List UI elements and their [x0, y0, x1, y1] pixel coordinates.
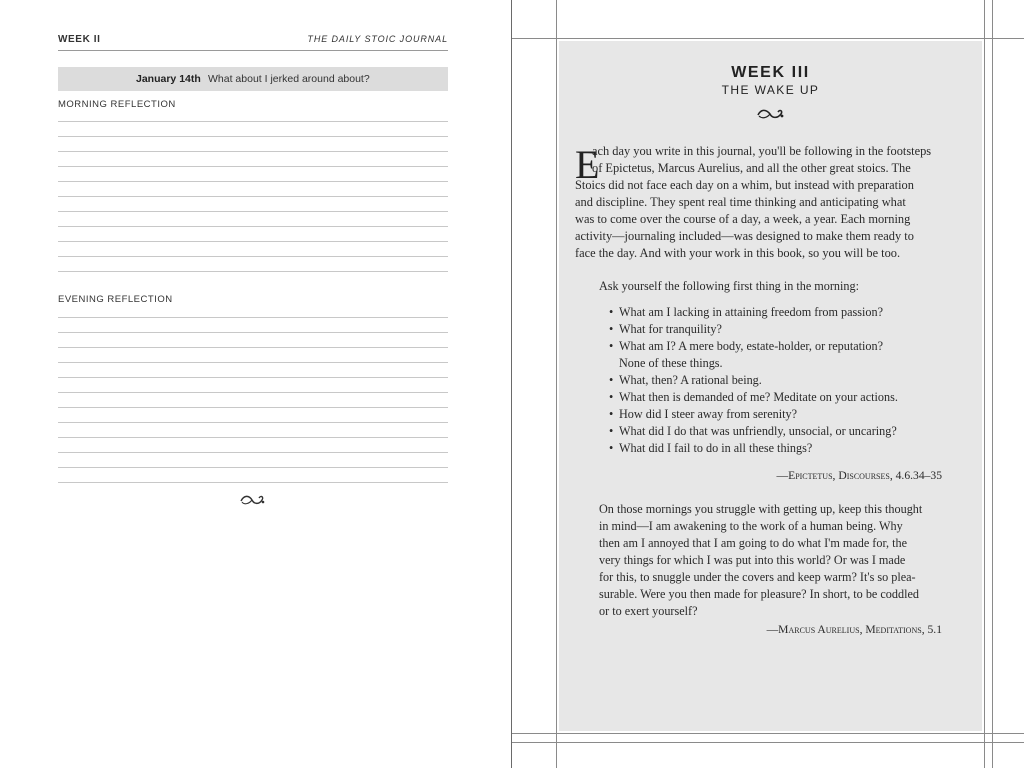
- intro-line: was to come over the course of a day, a week, a year. Each morning: [575, 212, 911, 226]
- question-text: What then is demanded of me? Meditate on your actions.: [619, 390, 898, 404]
- week-title: WEEK III: [731, 64, 810, 81]
- week-subtitle: THE WAKE UP: [721, 83, 820, 97]
- question-text: What, then? A rational being.: [619, 373, 762, 387]
- quote-line: then am I annoyed that I am going to do what I'm made for, the: [599, 536, 908, 550]
- evening-writing-line[interactable]: [58, 437, 448, 438]
- bullet-icon: •: [609, 339, 614, 353]
- morning-writing-line[interactable]: [58, 166, 448, 167]
- morning-writing-line[interactable]: [58, 121, 448, 122]
- attribution-ref: , 5.1: [921, 623, 942, 636]
- crop-mark: [512, 733, 1024, 734]
- evening-reflection-label: EVENING REFLECTION: [58, 294, 173, 305]
- question-item: [609, 305, 883, 320]
- morning-writing-line[interactable]: [58, 151, 448, 152]
- entry-date-band: [58, 67, 448, 91]
- bullet-icon: •: [609, 424, 614, 438]
- morning-writing-line[interactable]: [58, 271, 448, 272]
- question-item: [609, 441, 812, 456]
- entry-date: January 14th: [136, 73, 201, 85]
- marcus-aurelius-attribution: —Marcus Aurelius, Meditations, 5.1: [766, 623, 942, 636]
- question-text: How did I steer away from serenity?: [619, 407, 798, 421]
- quote-line: for this, to snuggle under the covers and keep warm? It's so plea-: [599, 570, 916, 584]
- question-prompt: Ask yourself the following first thing in the morning:: [599, 279, 859, 293]
- evening-writing-line[interactable]: [58, 347, 448, 348]
- quote-line: or to exert yourself?: [599, 604, 698, 618]
- quote-line: On those mornings you struggle with getting up, keep this thought: [599, 502, 923, 516]
- morning-writing-line[interactable]: [58, 256, 448, 257]
- question-item: [609, 373, 762, 388]
- evening-writing-line[interactable]: [58, 332, 448, 333]
- intro-line: and discipline. They spent real time thinking and anticipating what: [575, 195, 906, 209]
- question-text: What did I do that was unfriendly, unsocial, or uncaring?: [619, 424, 897, 438]
- attribution-dash: —: [776, 469, 789, 482]
- question-item: [609, 339, 883, 354]
- bullet-icon: •: [609, 441, 614, 455]
- bullet-icon: •: [609, 390, 614, 404]
- crop-mark: [556, 0, 557, 768]
- intro-line: Stoics did not face each day on a whim, but instead with preparation: [575, 178, 914, 192]
- attribution-work: Meditations: [865, 623, 922, 636]
- evening-writing-line[interactable]: [58, 362, 448, 363]
- attribution-work: Discourses: [838, 469, 890, 482]
- crop-mark: [512, 38, 1024, 39]
- crop-mark: [984, 0, 985, 768]
- crop-mark: [992, 0, 993, 768]
- question-item: [609, 424, 897, 439]
- morning-reflection-label: MORNING REFLECTION: [58, 99, 176, 110]
- quote-line: surable. Were you then made for pleasure? In short, to be coddled: [599, 587, 919, 601]
- intro-line: of Epictetus, Marcus Aurelius, and all the other great stoics. The: [592, 161, 911, 175]
- evening-writing-line[interactable]: [58, 407, 448, 408]
- question-continuation: None of these things.: [619, 356, 723, 370]
- evening-writing-line[interactable]: [58, 392, 448, 393]
- bullet-icon: •: [609, 373, 614, 387]
- drop-cap: E: [575, 142, 600, 187]
- attribution-dash: —: [766, 623, 779, 636]
- intro-line: activity—journaling included—was designed to make them ready to: [575, 229, 914, 243]
- morning-writing-line[interactable]: [58, 136, 448, 137]
- crop-mark: [512, 742, 1024, 743]
- fleuron-icon: [239, 494, 267, 506]
- bullet-icon: •: [609, 322, 614, 336]
- evening-writing-line[interactable]: [58, 317, 448, 318]
- evening-writing-line[interactable]: [58, 452, 448, 453]
- attribution-ref: , 4.6.34–35: [889, 469, 942, 482]
- evening-writing-line[interactable]: [58, 467, 448, 468]
- entry-question: What about I jerked around about?: [208, 73, 370, 85]
- morning-writing-line[interactable]: [58, 211, 448, 212]
- question-text: What for tranquility?: [619, 322, 722, 336]
- evening-writing-line[interactable]: [58, 377, 448, 378]
- running-head-book-title: THE DAILY STOIC JOURNAL: [307, 34, 448, 44]
- bullet-icon: •: [609, 305, 614, 319]
- running-head-week: WEEK II: [58, 34, 101, 45]
- epictetus-attribution: —Epictetus, Discourses, 4.6.34–35: [776, 469, 942, 482]
- evening-writing-line[interactable]: [58, 482, 448, 483]
- attribution-author: Marcus Aurelius: [778, 623, 860, 636]
- bullet-icon: •: [609, 407, 614, 421]
- intro-line: ach day you write in this journal, you'll be following in the footsteps: [592, 144, 932, 158]
- question-item: [609, 407, 797, 422]
- intro-line: face the day. And with your work in this book, so you will be too.: [575, 246, 901, 260]
- morning-writing-line[interactable]: [58, 181, 448, 182]
- attribution-author: Epictetus: [788, 469, 833, 482]
- question-text: What am I lacking in attaining freedom from passion?: [619, 305, 883, 319]
- right-page: [512, 0, 1024, 768]
- fleuron-icon: [756, 108, 786, 120]
- question-item: [609, 390, 898, 405]
- question-text: What did I fail to do in all these things?: [619, 441, 813, 455]
- question-item: [609, 322, 722, 337]
- quote-line: in mind—I am awakening to the work of a human being. Why: [599, 519, 903, 533]
- quote-line: very things for which I was put into this world? Or was I made: [599, 553, 906, 567]
- question-text: What am I? A mere body, estate-holder, or reputation?: [619, 339, 884, 353]
- header-divider: [58, 50, 448, 51]
- morning-writing-line[interactable]: [58, 196, 448, 197]
- week-intro-panel: [559, 41, 982, 731]
- evening-writing-line[interactable]: [58, 422, 448, 423]
- left-page: [0, 0, 511, 768]
- morning-writing-line[interactable]: [58, 226, 448, 227]
- morning-writing-line[interactable]: [58, 241, 448, 242]
